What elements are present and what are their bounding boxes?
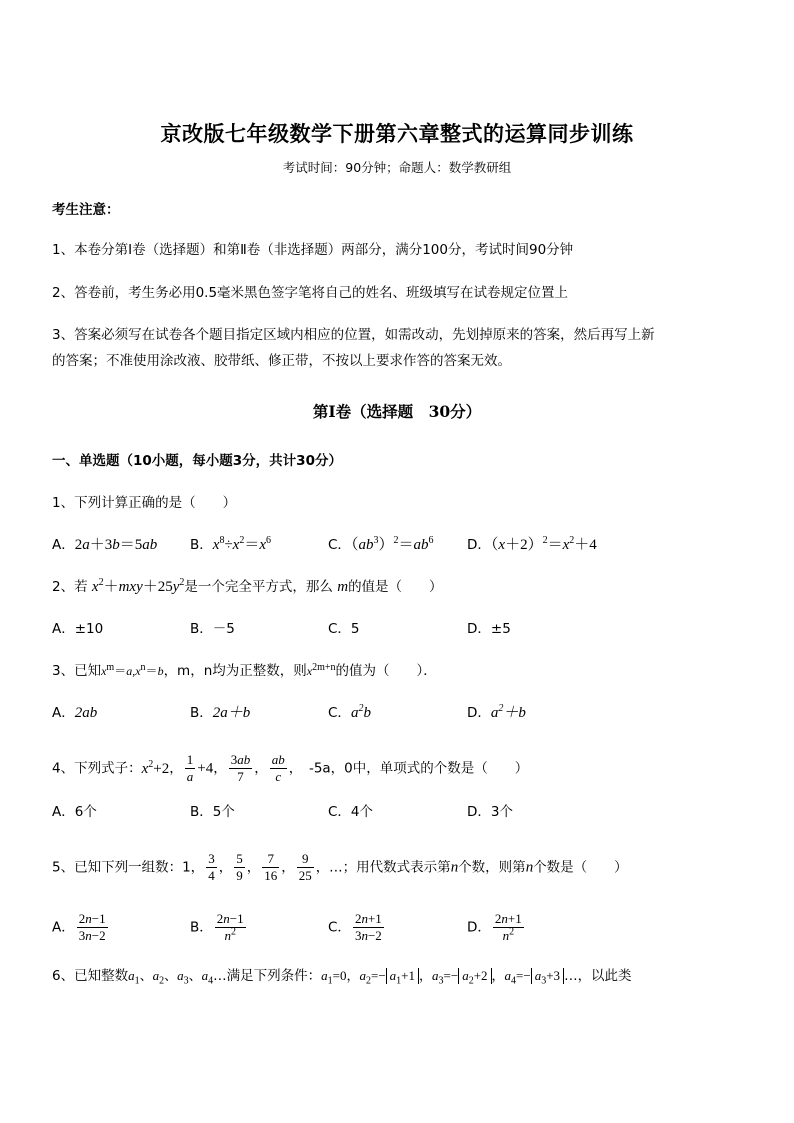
section-title: 第Ⅰ卷（选择题 30分）: [312, 402, 482, 421]
question-4-stem: 4、下列式子：$x^2+2$， $\frac{1}{a}$ +4， $\frac{3ab}{7}$ ， $\frac{ab}{c}$ ， -5a，0中，单项式的个数是（ ）: [52, 752, 529, 784]
q1-option-a: A．2a＋3b＝5ab: [52, 537, 158, 553]
q5-option-d: D． $\frac{2n+1}{n^2}$: [467, 911, 522, 943]
exam-info: 考试时间：90分钟；命题人：数学教研组: [282, 160, 512, 175]
q5-option-b: B． $\frac{2n-1}{n^2}$: [190, 911, 244, 943]
q5-option-a: A． $\frac{2n-1}{3n-2}$: [52, 911, 106, 943]
q1-option-c: C．$(ab^3)^2=ab^6$: [328, 535, 434, 553]
question-1-stem: 1、下列计算正确的是（ ）: [52, 495, 237, 511]
q3-option-b: B．2a＋b: [190, 705, 251, 721]
document-title: 京改版七年级数学下册第六章整式的运算同步训练: [160, 121, 634, 146]
q1-option-b: B．$x^8\div x^2=x^6$: [190, 535, 272, 553]
notice-item-1: 1、本卷分第Ⅰ卷（选择题）和第Ⅱ卷（非选择题）两部分，满分100分，考试时间90分钟: [52, 242, 574, 258]
q2-option-b: B．－5: [190, 621, 235, 637]
question-6-stem: 6、已知整数$a_1$、$a_2$、$a_3$、$a_4\dots$满足下列条件：$a_1=0$，$a_2=- a_1+1$ ，$a_3=- a_2+2$ ，$a_4=- a_3+3$ …，以此类: [52, 968, 632, 987]
notice-item-2: 2、答卷前，考生务必用0.5毫米黑色签字笔将自己的姓名、班级填写在试卷规定位置上: [52, 285, 569, 301]
q4-option-b: B．5个: [190, 804, 235, 820]
q3-option-a: A．2ab: [52, 705, 98, 721]
part-title: 一、单选题（10小题，每小题3分，共计30分）: [52, 453, 342, 469]
q1-option-d: D．$(x+2)^2=x^2+4$: [467, 535, 597, 553]
notice-heading: 考生注意：: [52, 202, 120, 218]
q2-option-d: D．±5: [467, 621, 511, 637]
q4-option-c: C．4个: [328, 804, 374, 820]
notice-item-3-cont: 的答案；不准使用涂改液、胶带纸、修正带，不按以上要求作答的答案无效。: [52, 353, 511, 369]
q4-option-d: D．3个: [467, 804, 513, 820]
q2-option-a: A．±10: [52, 621, 104, 637]
question-5-stem: 5、已知下列一组数：1， $\frac{3}{4}$ ， $\frac{5}{9}$ ， $\frac{7}{16}$ ， $\frac{9}{25}$ ，…；用代数式表示第n个数，则第n个数是（ ）: [52, 851, 628, 883]
q3-option-c: C．$a^2b$: [328, 703, 371, 721]
notice-item-3: 3、答案必须写在试卷各个题目指定区域内相应的位置，如需改动，先划掉原来的答案，然后再写上新: [52, 327, 655, 343]
question-2-stem: 2、若 $x^2+mxy+25y^2$是一个完全平方式，那么 m的值是（ ）: [52, 577, 443, 595]
q2-option-c: C．5: [328, 621, 360, 637]
q3-option-d: D．$a^2+b$: [467, 703, 526, 721]
q4-option-a: A．6个: [52, 804, 97, 820]
q5-option-c: C． $\frac{2n+1}{3n-2}$: [328, 911, 382, 943]
question-3-stem: 3、已知$x^m=a,x^n=b$，m，n均为正整数，则$x^{2m+n}$的值为（ ）．: [52, 662, 437, 679]
